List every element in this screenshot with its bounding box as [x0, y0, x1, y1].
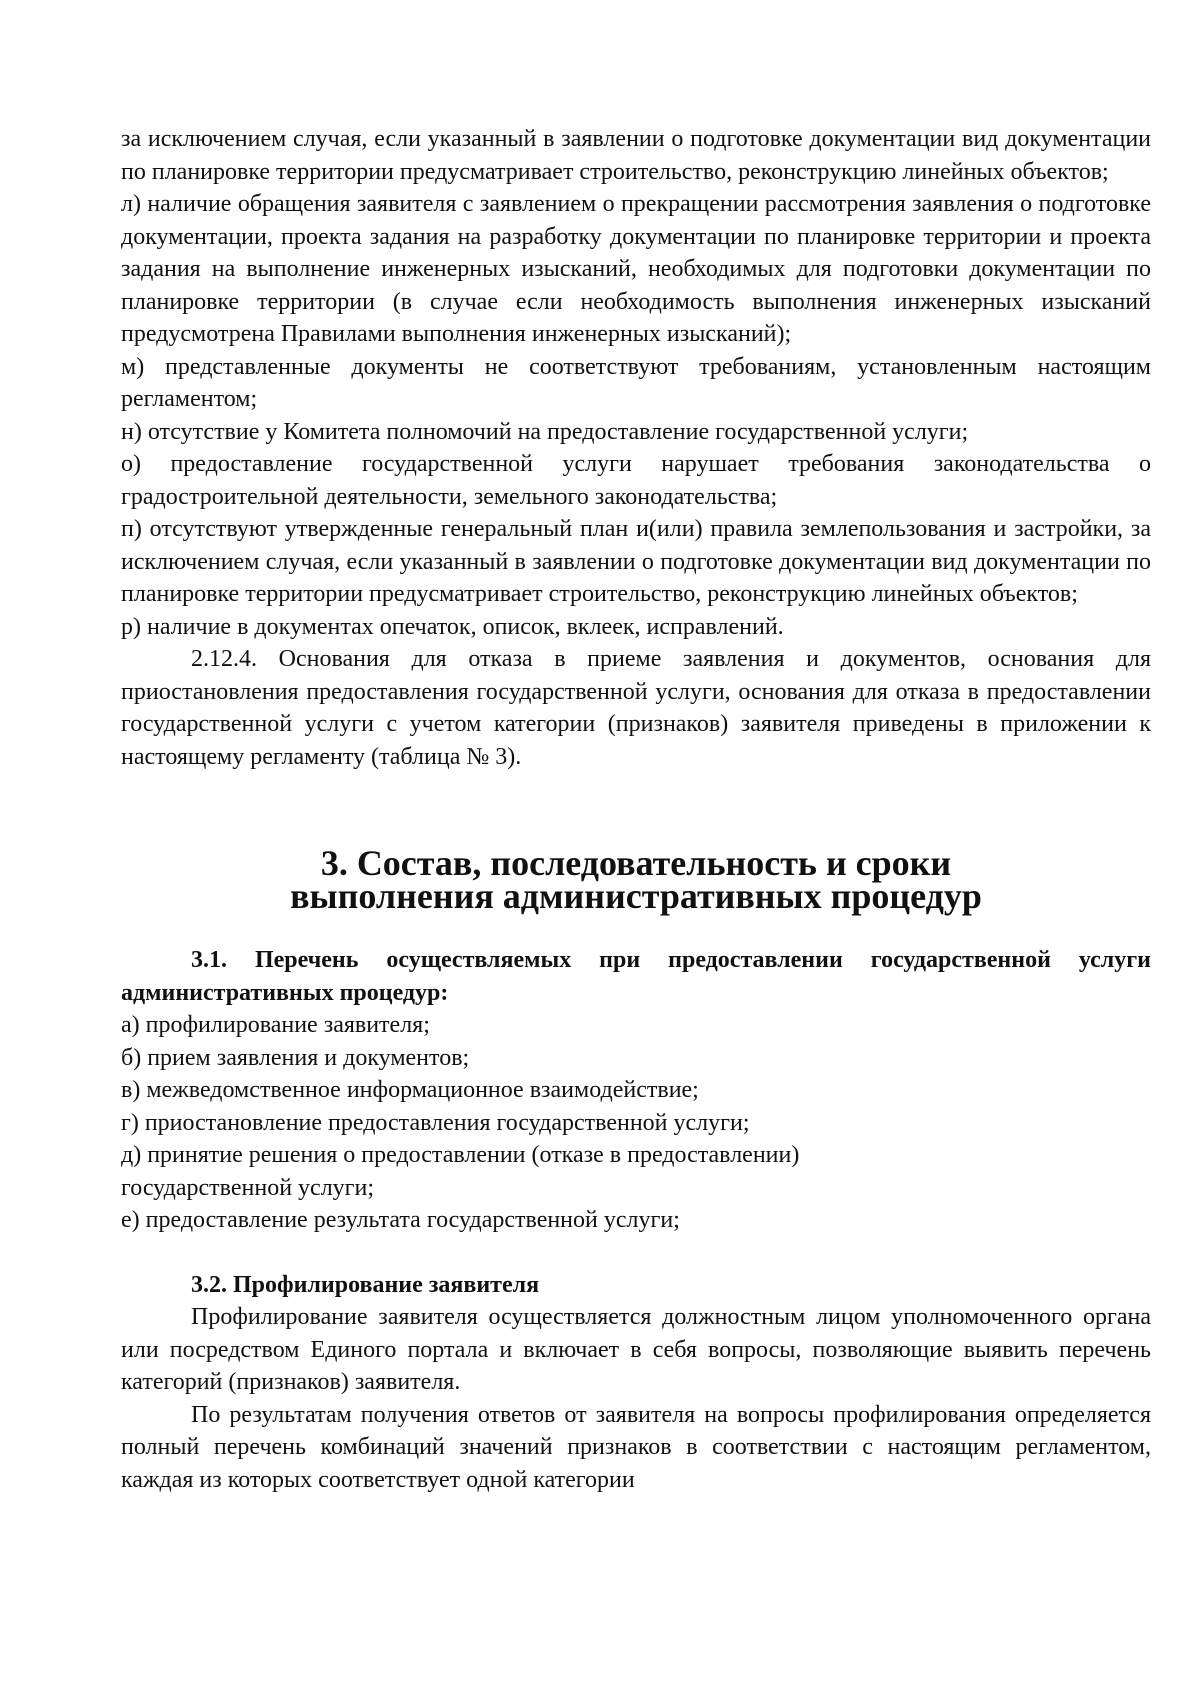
section-3-heading-line2: выполнения административных процедур — [290, 875, 982, 916]
section-3-1-heading: 3.1. Перечень осуществляемых при предоставлении государственной услуги административных процедур: — [121, 947, 1151, 1006]
list-item-d: д) принятие решения о предоставлении (отказе в предоставлении) — [121, 1142, 800, 1168]
paragraph-o: о) предоставление государственной услуги нарушает требования законодательства о градостроительной деятельности, земельного законодательства; — [121, 451, 1151, 510]
section-spacer — [121, 773, 1151, 847]
paragraph-m: м) представленные документы не соответствуют требованиям, установленным настоящим регламентом; — [121, 353, 1151, 412]
section-spacer — [121, 1237, 1151, 1269]
list-item-v: в) межведомственное информационное взаимодействие; — [121, 1077, 699, 1103]
section-3-2-paragraph-2: По результатам получения ответов от заявителя на вопросы профилирования определяется полный перечень комбинаций значений признаков в соответствии с настоящим регламентом, каждая из которых соответствует одной категории — [121, 1401, 1151, 1493]
paragraph-k-tail: за исключением случая, если указанный в заявлении о подготовке документации вид документации по планировке территории предусматривает строительство, реконструкцию линейных объектов; — [121, 126, 1151, 185]
section-3-heading — [121, 843, 1151, 916]
section-3-2-paragraph-1: Профилирование заявителя осуществляется должностным лицом уполномоченного органа или посредством Единого портала и включает в себя вопросы, позволяющие выявить перечень категорий (признаков) заявителя. — [121, 1304, 1151, 1395]
paragraph-2-12-4: 2.12.4. Основания для отказа в приеме заявления и документов, основания для приостановления предоставления государственной услуги, основания для отказа в предоставлении государственной услуги с учетом категории (признаков) заявителя приведены в приложении к настоящему регламенту (таблица № 3). — [121, 646, 1151, 770]
paragraph-n: н) отсутствие у Комитета полномочий на предоставление государственной услуги; — [121, 418, 969, 445]
paragraph-r: р) наличие в документах опечаток, описок, вклеек, исправлений. — [121, 613, 784, 640]
list-item-d-continued: государственной услуги; — [121, 1174, 375, 1201]
list-item-b: б) прием заявления и документов; — [121, 1044, 470, 1071]
list-item-a: а) профилирование заявителя; — [121, 1012, 430, 1038]
list-item-e: е) предоставление результата государственной услуги; — [121, 1207, 680, 1233]
section-3-2-heading: 3.2. Профилирование заявителя — [191, 1271, 540, 1298]
paragraph-p: п) отсутствуют утвержденные генеральный план и(или) правила землепользования и застройки, за исключением случая, если указанный в заявлении о подготовке документации вид документации по планировке территории предусматривает строительство, реконструкцию линейных объектов; — [121, 516, 1151, 607]
list-item-g: г) приостановление предоставления государственной услуги; — [121, 1109, 750, 1136]
document-page — [121, 123, 1151, 1496]
paragraph-l: л) наличие обращения заявителя с заявлением о прекращении рассмотрения заявления о подготовке документации, проекта задания на разработку документации по планировке территории и проекта задания на выполнение инженерных изысканий, необходимых для подготовки документации по планировке территории (в случае если необходимость выполнения инженерных изысканий предусмотрена Правилами выполнения инженерных изысканий); — [121, 191, 1151, 347]
section-spacer — [121, 912, 1151, 944]
section-3-heading-line1: 3. Состав, последовательность и сроки — [320, 843, 952, 883]
